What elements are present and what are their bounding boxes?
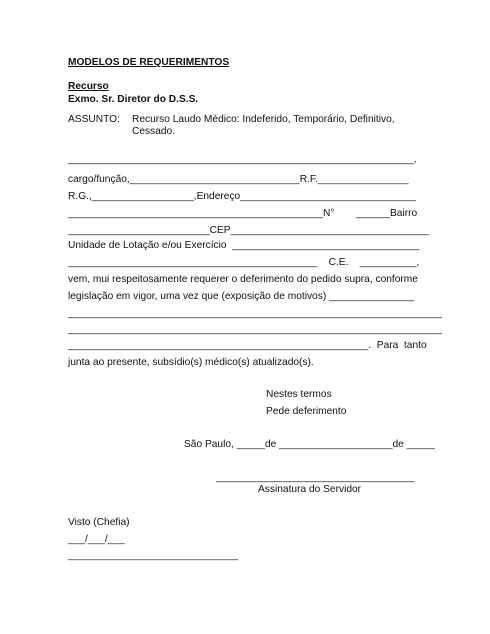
closing-nestes-termos: Nestes termos <box>266 389 332 400</box>
cargo-rf-line: cargo/função,______________________________R.F.________________ <box>68 174 409 185</box>
visto-date-line: ___/___/___ <box>68 534 125 545</box>
section-title: Recurso <box>68 81 109 92</box>
addressee: Exmo. Sr. Diretor do D.S.S. <box>68 94 199 105</box>
attachment-paragraph: junta ao presente, subsídio(s) médico(s) atualizado(s). <box>68 357 314 368</box>
lotacao-line: Unidade de Lotação e/ou Exercício _________________________________ <box>68 240 420 251</box>
motive-line-3: _____________________________________________________. Para tanto <box>68 340 427 351</box>
date-line: São Paulo, _____de ____________________de _____ <box>184 439 435 450</box>
motive-line-1: __________________________________________________________________ <box>68 308 442 319</box>
request-paragraph-line-2: legislação em vigor, uma vez que (exposição de motivos) _______________ <box>68 291 415 302</box>
visto-label: Visto (Chefia) <box>68 517 130 528</box>
visto-signature-line: ______________________________ <box>68 550 238 561</box>
rg-endereco-line: R.G.,__________________,Endereço_______________________________ <box>68 191 416 202</box>
signature-line: ___________________________________ <box>216 472 415 483</box>
motive-line-2: __________________________________________________________________ <box>68 324 442 335</box>
request-paragraph-line-1: vem, mui respeitosamente requerer o deferimento do pedido supra, conforme <box>68 274 418 285</box>
subject-line-2: Cessado. <box>132 126 176 137</box>
ce-line: ____________________________________________ C.E. __________, <box>68 257 420 268</box>
bairro-line-end: ______Bairro <box>356 208 418 219</box>
closing-pede-deferimento: Pede deferimento <box>266 406 347 417</box>
document-heading: MODELOS DE REQUERIMENTOS <box>68 57 230 68</box>
subject-line-1: Recurso Laudo Médico: Indeferido, Temporário, Definitivo, <box>132 114 395 125</box>
subject-label: ASSUNTO: <box>68 114 120 125</box>
cep-line: _________________________CEP___________________________________ <box>68 225 429 236</box>
number-line-start: _____________________________________________N° <box>68 208 335 219</box>
signature-label: Assinatura do Servidor <box>258 484 362 495</box>
name-field-line: _____________________________________________________________, <box>68 154 417 165</box>
